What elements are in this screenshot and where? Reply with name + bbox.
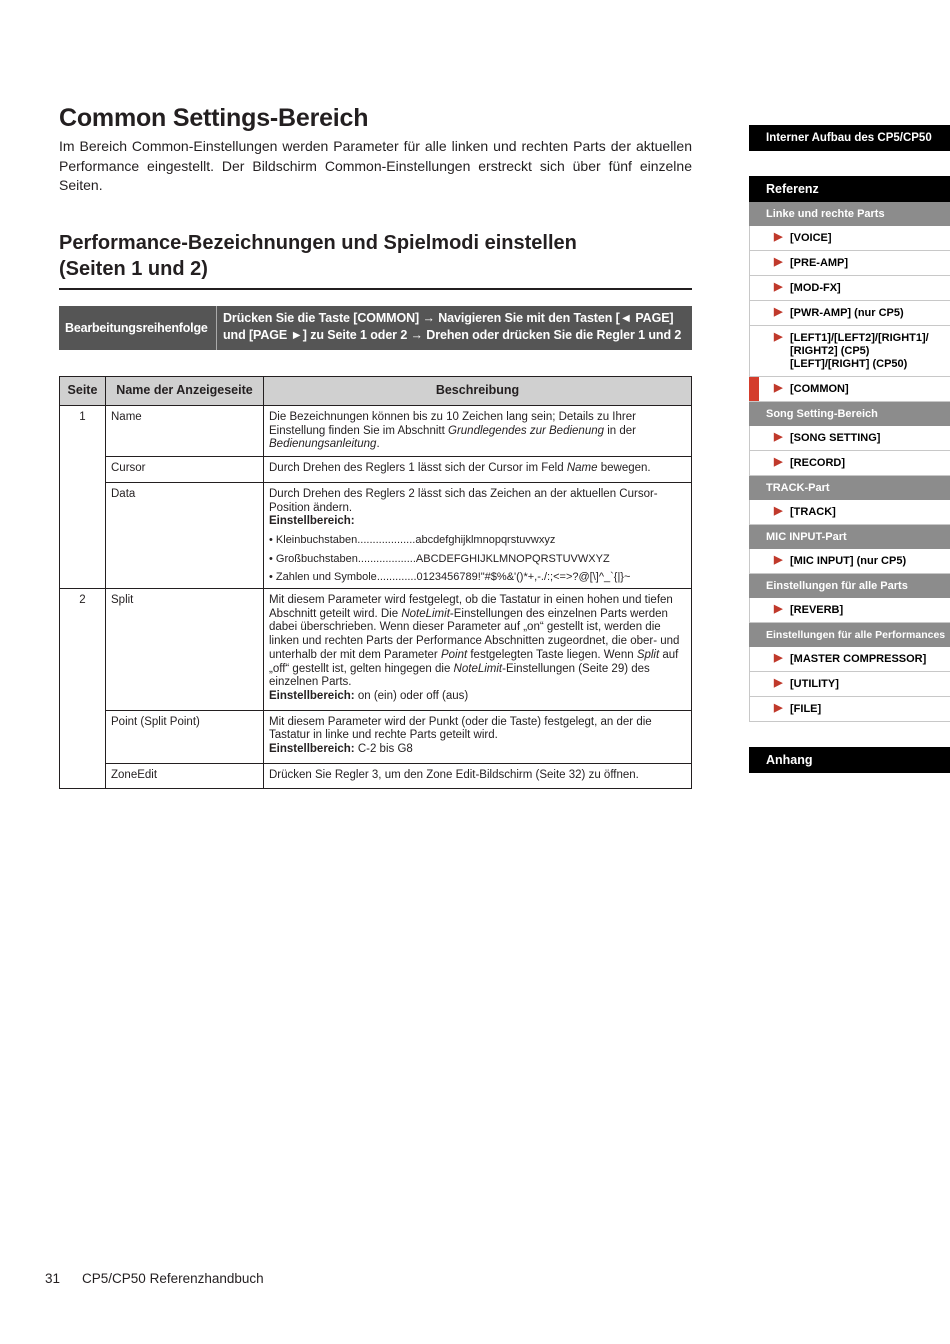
- header-seite: Seite: [60, 377, 106, 406]
- sidebar-top-link[interactable]: Interner Aufbau des CP5/CP50: [749, 125, 950, 151]
- param-point-desc: Mit diesem Parameter wird der Punkt (oder die Taste) festgelegt, an der die Tastatur in linke und rechte Parts geteilt wird. Einstellbereich: C-2 bis G8: [264, 710, 692, 763]
- arrow-icon: ▶: [774, 281, 783, 293]
- manual-title: CP5/CP50 Referenzhandbuch: [82, 1271, 264, 1286]
- sidebar-item-record[interactable]: ▶ [RECORD]: [749, 451, 950, 476]
- table-row: [60, 763, 692, 789]
- sidebar-section-song[interactable]: Song Setting-Bereich: [749, 402, 950, 426]
- sidebar-item-pwr-amp[interactable]: ▶ [PWR-AMP] (nur CP5): [749, 301, 950, 326]
- range-lowercase: • Kleinbuchstaben ................... abcdefghijklmnopqrstuvwxyz: [269, 533, 556, 546]
- param-data: Data: [106, 482, 264, 588]
- arrow-icon: ▶: [774, 382, 783, 394]
- header-beschreibung: Beschreibung: [264, 377, 692, 406]
- sidebar-item-pre-amp[interactable]: ▶ [PRE-AMP]: [749, 251, 950, 276]
- table-row: [60, 710, 692, 763]
- arrow-icon: ▶: [774, 231, 783, 243]
- sidebar-item-utility[interactable]: ▶ [UTILITY]: [749, 672, 950, 697]
- sidebar-item-track[interactable]: ▶ [TRACK]: [749, 500, 950, 525]
- arrow-icon: ▶: [774, 256, 783, 268]
- arrow-icon: ▶: [774, 431, 783, 443]
- procedure-line2: und [PAGE ►] zu Seite 1 oder 2 → Drehen oder drücken Sie die Regler 1 und 2: [223, 328, 682, 342]
- sidebar-item-master-compressor[interactable]: ▶ [MASTER COMPRESSOR]: [749, 647, 950, 672]
- arrow-icon: ▶: [774, 456, 783, 468]
- sidebar-item-mic-input[interactable]: ▶ [MIC INPUT] (nur CP5): [749, 549, 950, 574]
- arrow-icon: ▶: [774, 306, 783, 318]
- sidebar-section-parts[interactable]: Linke und rechte Parts: [749, 202, 950, 226]
- param-name: Name: [106, 406, 264, 457]
- sidebar-item-file[interactable]: ▶ [FILE]: [749, 697, 950, 722]
- sidebar-nav: [749, 176, 950, 722]
- procedure-box: [59, 306, 692, 350]
- table-row: [60, 457, 692, 483]
- section-heading-line1: Performance-Bezeichnungen und Spielmodi einstellen: [59, 232, 577, 254]
- section-heading-line2: (Seiten 1 und 2): [59, 258, 208, 280]
- parameter-table: [59, 376, 692, 789]
- sidebar-section-all-parts[interactable]: Einstellungen für alle Parts: [749, 574, 950, 598]
- page-number-2: 2: [60, 589, 106, 789]
- intro-paragraph: Im Bereich Common-Einstellungen werden Parameter für alle linken und rechten Parts der aktuellen Performance eingestellt. Der Bildschirm Common-Einstellungen erstreckt sich über fünf einzelne Seiten.: [59, 138, 692, 193]
- sidebar-section-mic[interactable]: MIC INPUT-Part: [749, 525, 950, 549]
- arrow-icon: ▶: [774, 554, 783, 566]
- arrow-icon: ▶: [774, 603, 783, 615]
- arrow-icon: ▶: [774, 702, 783, 714]
- heading-rule: [59, 288, 692, 290]
- page-number-1: 1: [60, 406, 106, 589]
- arrow-icon: ▶: [774, 505, 783, 517]
- sidebar-item-voice[interactable]: ▶ [VOICE]: [749, 226, 950, 251]
- page-footer: [45, 1271, 286, 1286]
- procedure-label: Bearbeitungsreihenfolge: [59, 306, 217, 350]
- arrow-icon: ▶: [774, 652, 783, 664]
- sidebar-section-track[interactable]: TRACK-Part: [749, 476, 950, 500]
- param-cursor: Cursor: [106, 457, 264, 483]
- sidebar-item-common[interactable]: ▶ [COMMON]: [749, 377, 950, 402]
- param-zoneedit: ZoneEdit: [106, 763, 264, 789]
- arrow-icon: ▶: [774, 677, 783, 689]
- sidebar-item-song-setting[interactable]: ▶ [SONG SETTING]: [749, 426, 950, 451]
- table-row: [60, 406, 692, 457]
- sidebar-anhang[interactable]: Anhang: [749, 747, 950, 773]
- table-header-row: [60, 377, 692, 406]
- param-split: Split: [106, 589, 264, 711]
- param-point: Point (Split Point): [106, 710, 264, 763]
- procedure-line1: Drücken Sie die Taste [COMMON] → Navigieren Sie mit den Tasten [◄ PAGE]: [223, 311, 674, 325]
- header-name: Name der Anzeigeseite: [106, 377, 264, 406]
- param-cursor-desc: Durch Drehen des Reglers 1 lässt sich der Cursor im Feld Name bewegen.: [264, 457, 692, 483]
- arrow-icon: ▶: [774, 331, 783, 343]
- param-zoneedit-desc: Drücken Sie Regler 3, um den Zone Edit-Bildschirm (Seite 32) zu öffnen.: [264, 763, 692, 789]
- sidebar-referenz[interactable]: Referenz: [749, 176, 950, 202]
- procedure-text: [217, 306, 692, 350]
- param-data-desc: Durch Drehen des Reglers 2 lässt sich das Zeichen an der aktuellen Cursor-Position ändern. Einstellbereich: • Kleinbuchstaben ................... abcdefghijklmnopqrstuvwxyz • Großbuchstaben ................... ABCDEFGHIJKLMNOPQRSTUVWXYZ • Zahlen und Symbole ............. 0123456789!"#$%&'()*+,-./:;<=>?@[\]^_`{|}~: [264, 482, 692, 588]
- page-title: Common Settings-Bereich: [59, 104, 369, 132]
- range-uppercase: • Großbuchstaben ................... ABCDEFGHIJKLMNOPQRSTUVWXYZ: [269, 552, 610, 565]
- sidebar-item-mod-fx[interactable]: ▶ [MOD-FX]: [749, 276, 950, 301]
- table-row: [60, 482, 692, 588]
- sidebar-item-left-right[interactable]: ▶ [LEFT1]/[LEFT2]/[RIGHT1]/ [RIGHT2] (CP5) [LEFT]/[RIGHT] (CP50): [749, 326, 950, 377]
- param-split-desc: Mit diesem Parameter wird festgelegt, ob die Tastatur in einen hohen und tiefen Abschnitt geteilt wird. Die NoteLimit-Einstellungen des einzelnen Parts werden dabei überschrieben. Wenn dieser Parameter auf „on“ gestellt ist, werden die linken und rechten Parts der Performance Abschnitten zugeordnet, die ober- und unterhalb der mit dem Parameter Point festgelegten Taste liegen. Wenn Split auf „off“ gestellt ist, gelten hingegen die NoteLimit-Einstellungen (Seite 29) des einzelnen Parts. Einstellbereich: on (ein) oder off (aus): [264, 589, 692, 711]
- sidebar-item-reverb[interactable]: ▶ [REVERB]: [749, 598, 950, 623]
- param-name-desc: Die Bezeichnungen können bis zu 10 Zeichen lang sein; Details zu Ihrer Einstellung finden Sie im Abschnitt Grundlegendes zur Bedienung in der Bedienungsanleitung.: [264, 406, 692, 457]
- range-symbols: • Zahlen und Symbole ............. 0123456789!"#$%&'()*+,-./:;<=>?@[\]^_`{|}~: [269, 571, 631, 584]
- page-number: 31: [45, 1271, 61, 1286]
- sidebar-section-all-performances[interactable]: Einstellungen für alle Performances: [749, 623, 950, 647]
- section-heading: [59, 230, 577, 282]
- table-row: [60, 589, 692, 711]
- range-label: Einstellbereich:: [269, 515, 355, 528]
